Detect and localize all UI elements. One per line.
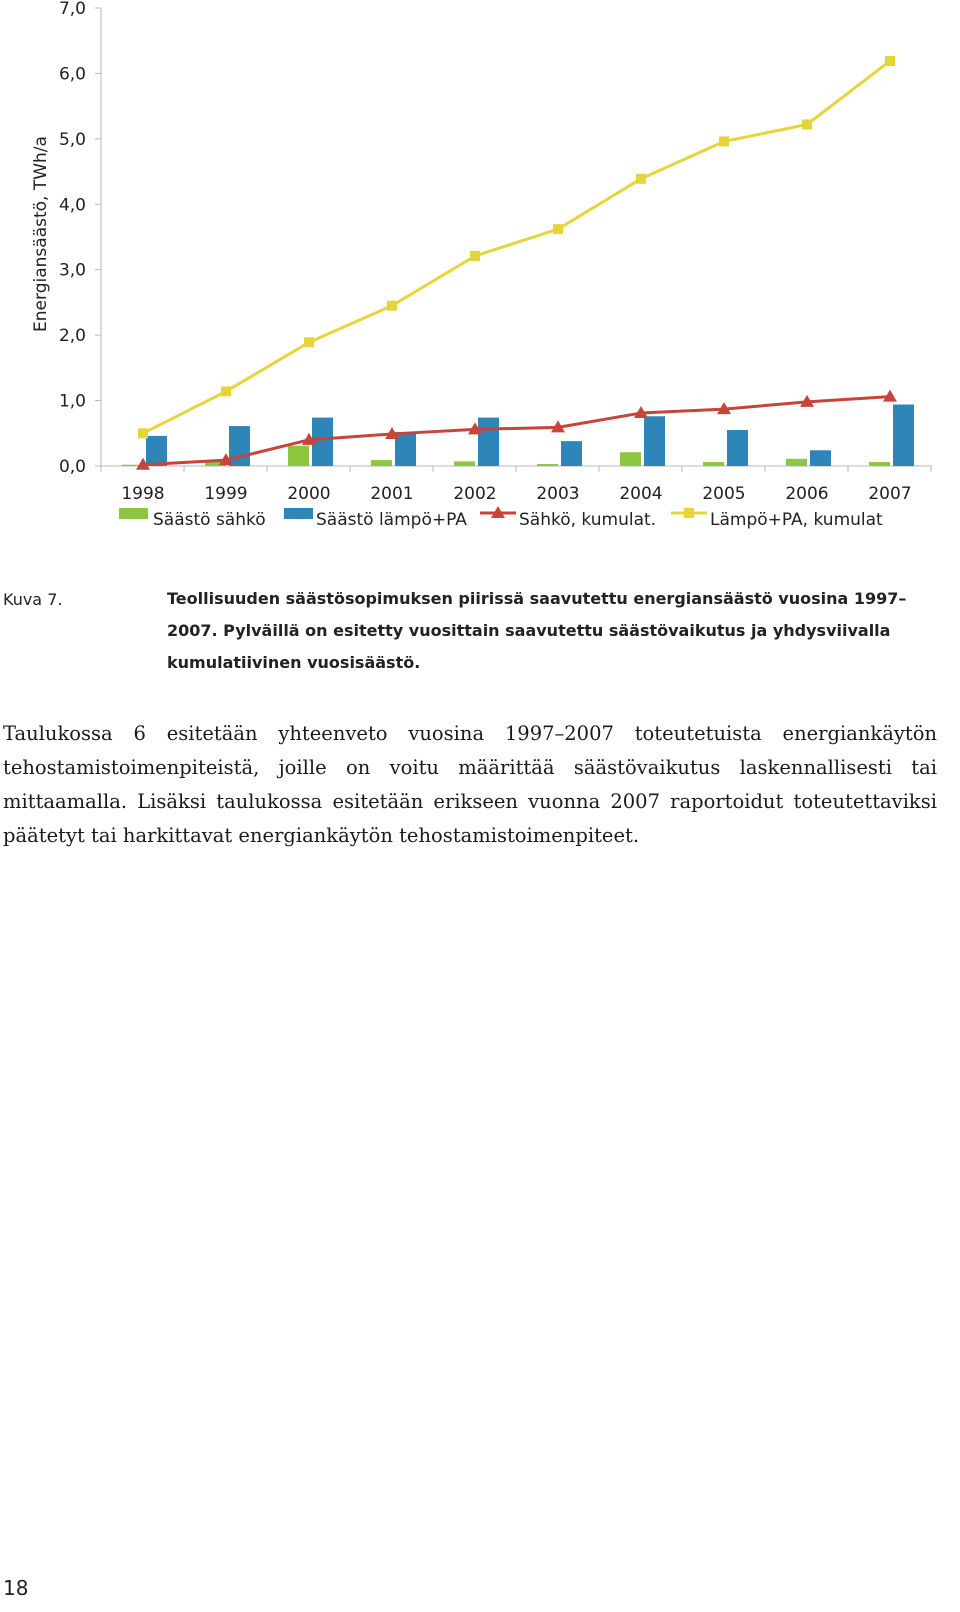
caption-text: Teollisuuden säästösopimuksen piirissä saavutettu energiansäästö vuosina 1997–2007. Pylväillä on esitetty vuosittain saavutettu säästövaikutus ja yhdysviivalla kumulatiivinen vuosisäästö. xyxy=(167,589,907,672)
line-sahko-kumulat xyxy=(143,397,890,465)
bar-lampo xyxy=(146,436,167,466)
y-tick-label: 2,0 xyxy=(58,326,86,347)
bar-lampo xyxy=(478,418,499,466)
legend-label: Säästö sähkö xyxy=(153,510,266,530)
y-tick-label: 6,0 xyxy=(58,64,86,85)
bar-sahko xyxy=(869,462,890,466)
y-tick-label: 1,0 xyxy=(58,391,86,412)
legend-swatch xyxy=(284,508,313,519)
marker-square xyxy=(719,136,729,146)
legend-marker-square xyxy=(684,508,694,518)
caption-label: Kuva 7. xyxy=(3,590,63,609)
x-tick-label: 1999 xyxy=(204,484,248,504)
y-tick-label: 4,0 xyxy=(58,195,86,216)
body-paragraph: Taulukossa 6 esitetään yhteenveto vuosina 1997–2007 toteutetuista energiankäytön tehostamistoimenpiteistä, joille on voitu määrittää säästövaikutus laskennallisesti tai mittaamalla. Lisäksi taulukossa esitetään erikseen vuonna 2007 raportoidut toteutettaviksi päätetyt tai harkittavat energiankäytön tehostamistoimenpiteet. xyxy=(3,722,937,847)
marker-square xyxy=(221,386,231,396)
y-axis-title: Energiansäästö, TWh/a xyxy=(31,136,51,332)
x-tick-label: 2001 xyxy=(370,484,414,504)
x-tick-label: 1998 xyxy=(121,484,165,504)
x-tick-label: 2000 xyxy=(287,484,331,504)
bar-lampo xyxy=(395,432,416,466)
x-tick-label: 2004 xyxy=(619,484,663,504)
bar-lampo xyxy=(727,430,748,466)
legend-label: Säästö lämpö+PA xyxy=(316,510,467,530)
y-tick-label: 5,0 xyxy=(58,129,86,150)
marker-square xyxy=(885,56,895,66)
legend-label: Sähkö, kumulat. xyxy=(519,510,657,530)
marker-square xyxy=(304,337,314,347)
bar-lampo xyxy=(644,416,665,466)
marker-square xyxy=(470,251,480,261)
line-lampo-kumulat xyxy=(143,61,890,433)
bar-sahko xyxy=(454,461,475,466)
bar-lampo xyxy=(893,404,914,466)
bar-lampo xyxy=(810,450,831,466)
legend-label: Lämpö+PA, kumulat xyxy=(710,510,883,530)
bar-sahko xyxy=(703,462,724,466)
marker-square xyxy=(636,174,646,184)
bar-sahko xyxy=(371,460,392,466)
chart-svg xyxy=(0,0,960,550)
x-tick-label: 2005 xyxy=(702,484,746,504)
marker-square xyxy=(553,224,563,234)
bar-lampo xyxy=(312,418,333,466)
bar-sahko xyxy=(537,464,558,466)
x-tick-label: 2003 xyxy=(536,484,580,504)
bar-sahko xyxy=(620,452,641,466)
y-tick-label: 3,0 xyxy=(58,260,86,281)
bar-sahko xyxy=(786,459,807,466)
x-tick-label: 2007 xyxy=(868,484,912,504)
x-tick-label: 2006 xyxy=(785,484,829,504)
y-tick-label: 0,0 xyxy=(58,457,86,477)
energy-savings-chart xyxy=(0,0,960,550)
y-tick-label: 7,0 xyxy=(58,0,86,19)
bar-sahko xyxy=(288,446,309,466)
legend-swatch xyxy=(119,508,148,519)
x-tick-label: 2002 xyxy=(453,484,497,504)
marker-square xyxy=(802,119,812,129)
marker-square xyxy=(138,428,148,438)
page-number: 18 xyxy=(3,1576,29,1600)
marker-square xyxy=(387,301,397,311)
bar-lampo xyxy=(561,441,582,466)
